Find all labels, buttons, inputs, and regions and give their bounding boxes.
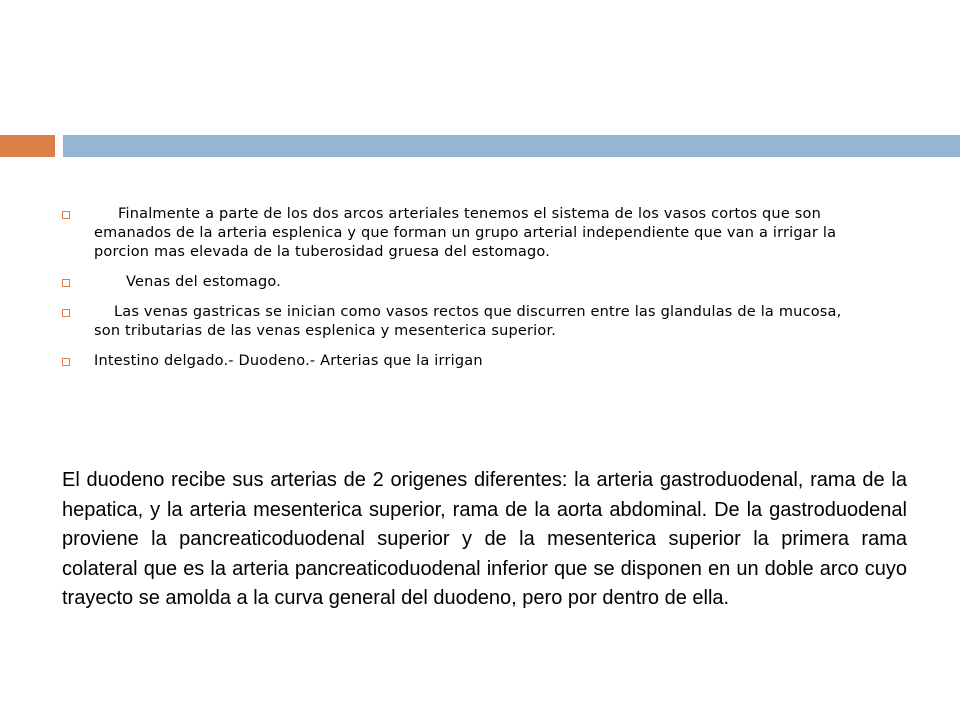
list-item: [62, 205, 862, 262]
square-bullet-icon: [62, 279, 70, 287]
bullet-text: Finalmente a parte de los dos arcos arteriales tenemos el sistema de los vasos cortos que son emanados de la arteria esplenica y que forman un grupo arterial independiente que van a irrigar la porcion mas elevada de la tuberosidad gruesa del estomago.: [94, 206, 837, 260]
header-bar: [63, 135, 960, 157]
list-item: [62, 352, 862, 371]
body-paragraph: El duodeno recibe sus arterias de 2 origenes diferentes: la arteria gastroduodenal, rama de la hepatica, y la arteria mesenterica superior, rama de la aorta abdominal. De la gastroduodenal proviene la pancreaticoduodenal superior y de la mesenterica superior la primera rama colateral que es la arteria pancreaticoduodenal inferior que se disponen en un doble arco cuyo trayecto se amolda a la curva general del duodeno, pero por dentro de ella.: [62, 469, 907, 609]
header-accent-bar: [0, 135, 55, 157]
list-item: [62, 273, 862, 292]
list-item: [62, 303, 862, 341]
bullet-text: Las venas gastricas se inician como vasos rectos que discurren entre las glandulas de la mucosa, son tributarias de las venas esplenica y mesenterica superior.: [94, 304, 842, 339]
square-bullet-icon: [62, 309, 70, 317]
bullet-text: Intestino delgado.- Duodeno.- Arterias que la irrigan: [94, 353, 483, 369]
square-bullet-icon: [62, 211, 70, 219]
square-bullet-icon: [62, 358, 70, 366]
bullet-text: Venas del estomago.: [126, 274, 281, 290]
bullet-list: [62, 205, 862, 382]
